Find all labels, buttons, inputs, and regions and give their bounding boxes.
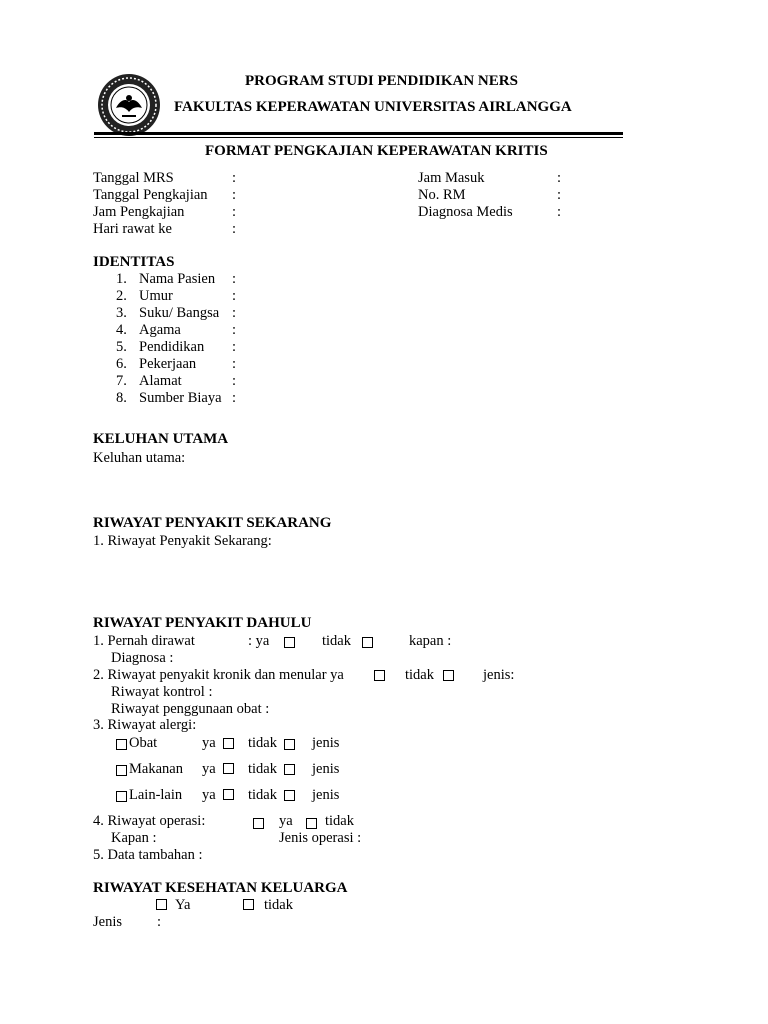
rpd-item4-ya: ya [279, 813, 293, 829]
alergi-jenis: jenis [312, 761, 340, 777]
rpd-obat: Riwayat penggunaan obat : [111, 701, 270, 717]
rpd-item1-ya: : ya [248, 633, 270, 649]
identitas-num: 7. [116, 373, 127, 389]
alergi-ya: ya [202, 735, 216, 751]
meta-right-label: Jam Masuk [418, 170, 485, 186]
rkk-jenis-label: Jenis [93, 914, 122, 930]
identitas-num: 8. [116, 390, 127, 406]
rkk-ya-checkbox[interactable] [156, 899, 167, 910]
operasi-tidak-checkbox[interactable] [306, 818, 317, 829]
meta-right-label: No. RM [418, 187, 466, 203]
rpd-item2-label: 2. Riwayat penyakit kronik dan menular ya [93, 667, 344, 683]
rpd-item4-label: 4. Riwayat operasi: [93, 813, 206, 829]
form-title: FORMAT PENGKAJIAN KEPERAWATAN KRITIS [205, 143, 548, 159]
alergi-jenis: jenis [312, 787, 340, 803]
rpd-kontrol: Riwayat kontrol : [111, 684, 213, 700]
identitas-num: 2. [116, 288, 127, 304]
rpd-item2-ya-checkbox[interactable] [374, 670, 385, 681]
rpd-item5-label: 5. Data tambahan : [93, 847, 203, 863]
identitas-sep: : [232, 322, 237, 338]
meta-right-label: Diagnosa Medis [418, 204, 513, 220]
meta-left-label: Tanggal Pengkajian [93, 187, 208, 203]
meta-left-sep: : [232, 170, 237, 186]
meta-right-sep: : [557, 187, 562, 203]
operasi-ya-checkbox[interactable] [253, 818, 264, 829]
identitas-label: Sumber Biaya [139, 390, 222, 406]
rpd-item4-tidak: tidak [325, 813, 354, 829]
section-rps-title: RIWAYAT PENYAKIT SEKARANG [93, 515, 332, 531]
alergi-jenis: jenis [312, 735, 340, 751]
university-seal-logo [96, 72, 162, 138]
rkk-ya: Ya [175, 897, 191, 913]
alergi-lain-ya-checkbox[interactable] [223, 789, 234, 800]
header-rule-thick [94, 132, 623, 135]
identitas-sep: : [232, 271, 237, 287]
alergi-ya: ya [202, 787, 216, 803]
rpd-item1-tidak: tidak [322, 633, 351, 649]
section-keluhan-title: KELUHAN UTAMA [93, 431, 229, 447]
alergi-makanan-checkbox[interactable] [116, 765, 127, 776]
section-rkk-title: RIWAYAT KESEHATAN KELUARGA [93, 880, 348, 896]
identitas-num: 1. [116, 271, 127, 287]
rpd-item1-label: 1. Pernah dirawat [93, 633, 195, 649]
meta-left-label: Hari rawat ke [93, 221, 172, 237]
alergi-lain-tidak-checkbox[interactable] [284, 790, 295, 801]
identitas-sep: : [232, 305, 237, 321]
rpd-item3-label: 3. Riwayat alergi: [93, 717, 197, 733]
identitas-sep: : [232, 356, 237, 372]
meta-left-sep: : [232, 187, 237, 203]
identitas-num: 4. [116, 322, 127, 338]
identitas-num: 5. [116, 339, 127, 355]
rps-line: 1. Riwayat Penyakit Sekarang: [93, 533, 272, 549]
alergi-obat-checkbox[interactable] [116, 739, 127, 750]
meta-right-sep: : [557, 170, 562, 186]
alergi-obat-tidak-checkbox[interactable] [284, 739, 295, 750]
meta-left-sep: : [232, 221, 237, 237]
alergi-name: Makanan [129, 761, 183, 777]
identitas-num: 3. [116, 305, 127, 321]
header-faculty: FAKULTAS KEPERAWATAN UNIVERSITAS AIRLANGGA [174, 99, 572, 115]
alergi-obat-ya-checkbox[interactable] [223, 738, 234, 749]
rkk-tidak: tidak [264, 897, 293, 913]
identitas-num: 6. [116, 356, 127, 372]
meta-left-label: Jam Pengkajian [93, 204, 185, 220]
alergi-name: Obat [129, 735, 158, 751]
rpd-diagnosa: Diagnosa : [111, 650, 174, 666]
alergi-tidak: tidak [248, 761, 277, 777]
identitas-label: Nama Pasien [139, 271, 216, 287]
keluhan-line: Keluhan utama: [93, 450, 186, 466]
alergi-tidak: tidak [248, 735, 277, 751]
rpd-item1-kapan: kapan : [409, 633, 452, 649]
rpd-kapan: Kapan : [111, 830, 157, 846]
identitas-label: Pendidikan [139, 339, 205, 355]
rpd-item2-jenis: jenis: [483, 667, 515, 683]
identitas-label: Alamat [139, 373, 182, 389]
identitas-label: Umur [139, 288, 173, 304]
header-rule-thin [94, 137, 623, 138]
rkk-jenis-sep: : [157, 914, 162, 930]
identitas-sep: : [232, 390, 237, 406]
alergi-tidak: tidak [248, 787, 277, 803]
section-rpd-title: RIWAYAT PENYAKIT DAHULU [93, 615, 312, 631]
rpd-item1-tidak-checkbox[interactable] [362, 637, 373, 648]
meta-right-sep: : [557, 204, 562, 220]
identitas-label: Agama [139, 322, 181, 338]
identitas-sep: : [232, 339, 237, 355]
alergi-makanan-ya-checkbox[interactable] [223, 763, 234, 774]
alergi-ya: ya [202, 761, 216, 777]
identitas-sep: : [232, 373, 237, 389]
meta-left-label: Tanggal MRS [93, 170, 174, 186]
rpd-jenis-operasi: Jenis operasi : [279, 830, 362, 846]
rpd-item2-tidak: tidak [405, 667, 434, 683]
alergi-name: Lain-lain [129, 787, 183, 803]
rpd-item1-ya-checkbox[interactable] [284, 637, 295, 648]
section-identitas-title: IDENTITAS [93, 254, 175, 270]
alergi-lain-checkbox[interactable] [116, 791, 127, 802]
alergi-makanan-tidak-checkbox[interactable] [284, 764, 295, 775]
rpd-item2-tidak-checkbox[interactable] [443, 670, 454, 681]
identitas-label: Suku/ Bangsa [139, 305, 220, 321]
header-program: PROGRAM STUDI PENDIDIKAN NERS [245, 73, 518, 89]
rkk-tidak-checkbox[interactable] [243, 899, 254, 910]
identitas-label: Pekerjaan [139, 356, 197, 372]
identitas-sep: : [232, 288, 237, 304]
meta-left-sep: : [232, 204, 237, 220]
